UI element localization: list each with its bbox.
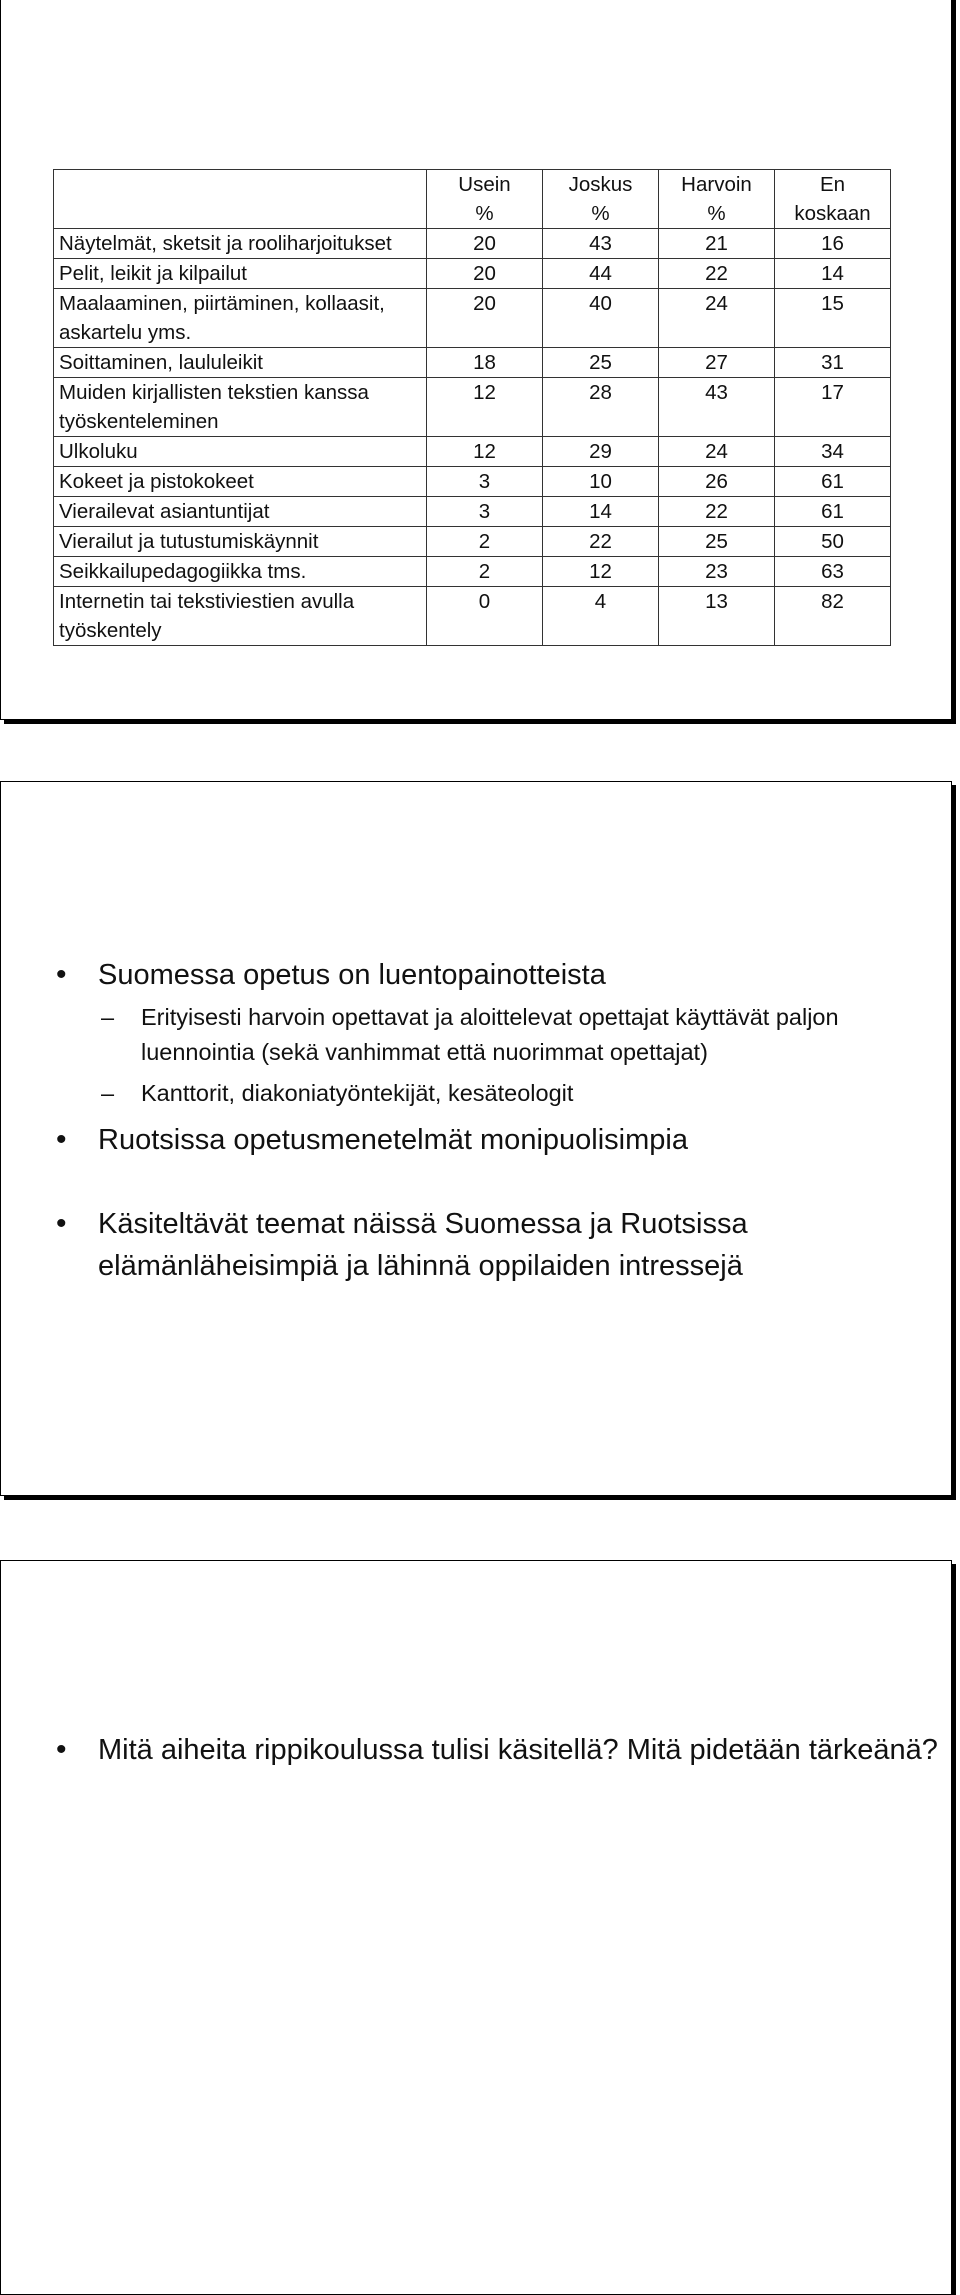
table-row [54,229,891,259]
slide-table [0,0,952,720]
cell-en: 61 [775,467,891,497]
row-label: Pelit, leikit ja kilpailut [54,259,427,289]
slide-question [0,1560,952,2295]
cell-usein: 20 [427,289,543,348]
cell-en: 14 [775,259,891,289]
header-usein-line2: % [475,202,494,225]
cell-en: 16 [775,229,891,259]
row-label: Näytelmät, sketsit ja rooliharjoitukset [54,229,427,259]
cell-harvoin: 26 [659,467,775,497]
row-label: Maalaaminen, piirtäminen, kollaasit, askartelu yms. [54,289,427,348]
cell-joskus: 43 [543,229,659,259]
cell-en: 63 [775,557,891,587]
cell-en: 15 [775,289,891,348]
bullet-question: • Mitä aiheita rippikoulussa tulisi käsitellä? Mitä pidetään tärkeänä? [56,1729,938,1771]
cell-en: 31 [775,348,891,378]
cell-usein: 2 [427,527,543,557]
cell-en: 34 [775,437,891,467]
cell-joskus: 29 [543,437,659,467]
header-joskus [543,170,659,229]
bullet-suomi: • Suomessa opetus on luentopainotteista [56,954,951,996]
cell-usein: 18 [427,348,543,378]
cell-harvoin: 25 [659,527,775,557]
header-en [775,170,891,229]
table-row [54,378,891,437]
methods-table [53,169,891,646]
cell-harvoin: 23 [659,557,775,587]
cell-joskus: 25 [543,348,659,378]
bullet-teemat: • Käsiteltävät teemat näissä Suomessa ja Ruotsissa elämänläheisimpiä ja lähinnä oppilaiden intressejä [56,1203,951,1287]
table-row [54,527,891,557]
table-header-row [54,170,891,229]
header-harvoin [659,170,775,229]
cell-en: 82 [775,587,891,646]
row-label: Seikkailupedagogiikka tms. [54,557,427,587]
cell-en: 17 [775,378,891,437]
table-row [54,587,891,646]
cell-harvoin: 22 [659,497,775,527]
table-row [54,557,891,587]
cell-harvoin: 13 [659,587,775,646]
header-joskus-line2: % [591,202,610,225]
table-row [54,348,891,378]
header-harvoin-line2: % [707,202,726,225]
cell-joskus: 44 [543,259,659,289]
cell-usein: 2 [427,557,543,587]
table-row [54,497,891,527]
subbullet-kanttorit: – Kanttorit, diakoniatyöntekijät, kesäteologit [56,1076,951,1111]
cell-usein: 3 [427,497,543,527]
row-label: Kokeet ja pistokokeet [54,467,427,497]
row-label: Soittaminen, laululeikit [54,348,427,378]
header-usein-line1: Usein [458,173,511,196]
subbullet-harvoin: – Erityisesti harvoin opettavat ja aloittelevat opettajat käyttävät paljon luennointia (sekä vanhimmat että nuorimmat opettajat) [56,1000,951,1070]
cell-harvoin: 21 [659,229,775,259]
cell-harvoin: 27 [659,348,775,378]
cell-en: 61 [775,497,891,527]
cell-joskus: 4 [543,587,659,646]
row-label: Ulkoluku [54,437,427,467]
cell-joskus: 12 [543,557,659,587]
row-label: Vierailevat asiantuntijat [54,497,427,527]
table-row [54,259,891,289]
cell-usein: 12 [427,378,543,437]
cell-usein: 0 [427,587,543,646]
cell-usein: 12 [427,437,543,467]
cell-joskus: 28 [543,378,659,437]
cell-harvoin: 22 [659,259,775,289]
cell-joskus: 40 [543,289,659,348]
cell-en: 50 [775,527,891,557]
question-list [56,1729,938,1771]
slide-findings [0,781,952,1496]
row-label: Muiden kirjallisten tekstien kanssa työskenteleminen [54,378,427,437]
cell-usein: 20 [427,259,543,289]
cell-usein: 3 [427,467,543,497]
header-en-line2: koskaan [794,202,871,225]
table-row [54,437,891,467]
header-en-line1: En [819,173,846,196]
cell-joskus: 22 [543,527,659,557]
table-row [54,467,891,497]
findings-list [56,954,951,1287]
row-label: Vierailut ja tutustumiskäynnit [54,527,427,557]
header-usein [427,170,543,229]
header-label-col [54,170,427,229]
header-harvoin-line1: Harvoin [681,173,752,196]
cell-harvoin: 24 [659,289,775,348]
cell-harvoin: 43 [659,378,775,437]
cell-usein: 20 [427,229,543,259]
cell-joskus: 14 [543,497,659,527]
cell-harvoin: 24 [659,437,775,467]
table-row [54,289,891,348]
cell-joskus: 10 [543,467,659,497]
row-label: Internetin tai tekstiviestien avulla työskentely [54,587,427,646]
bullet-ruotsi: • Ruotsissa opetusmenetelmät monipuolisimpia [56,1119,951,1161]
header-joskus-line1: Joskus [568,173,633,196]
table-body [54,229,891,646]
